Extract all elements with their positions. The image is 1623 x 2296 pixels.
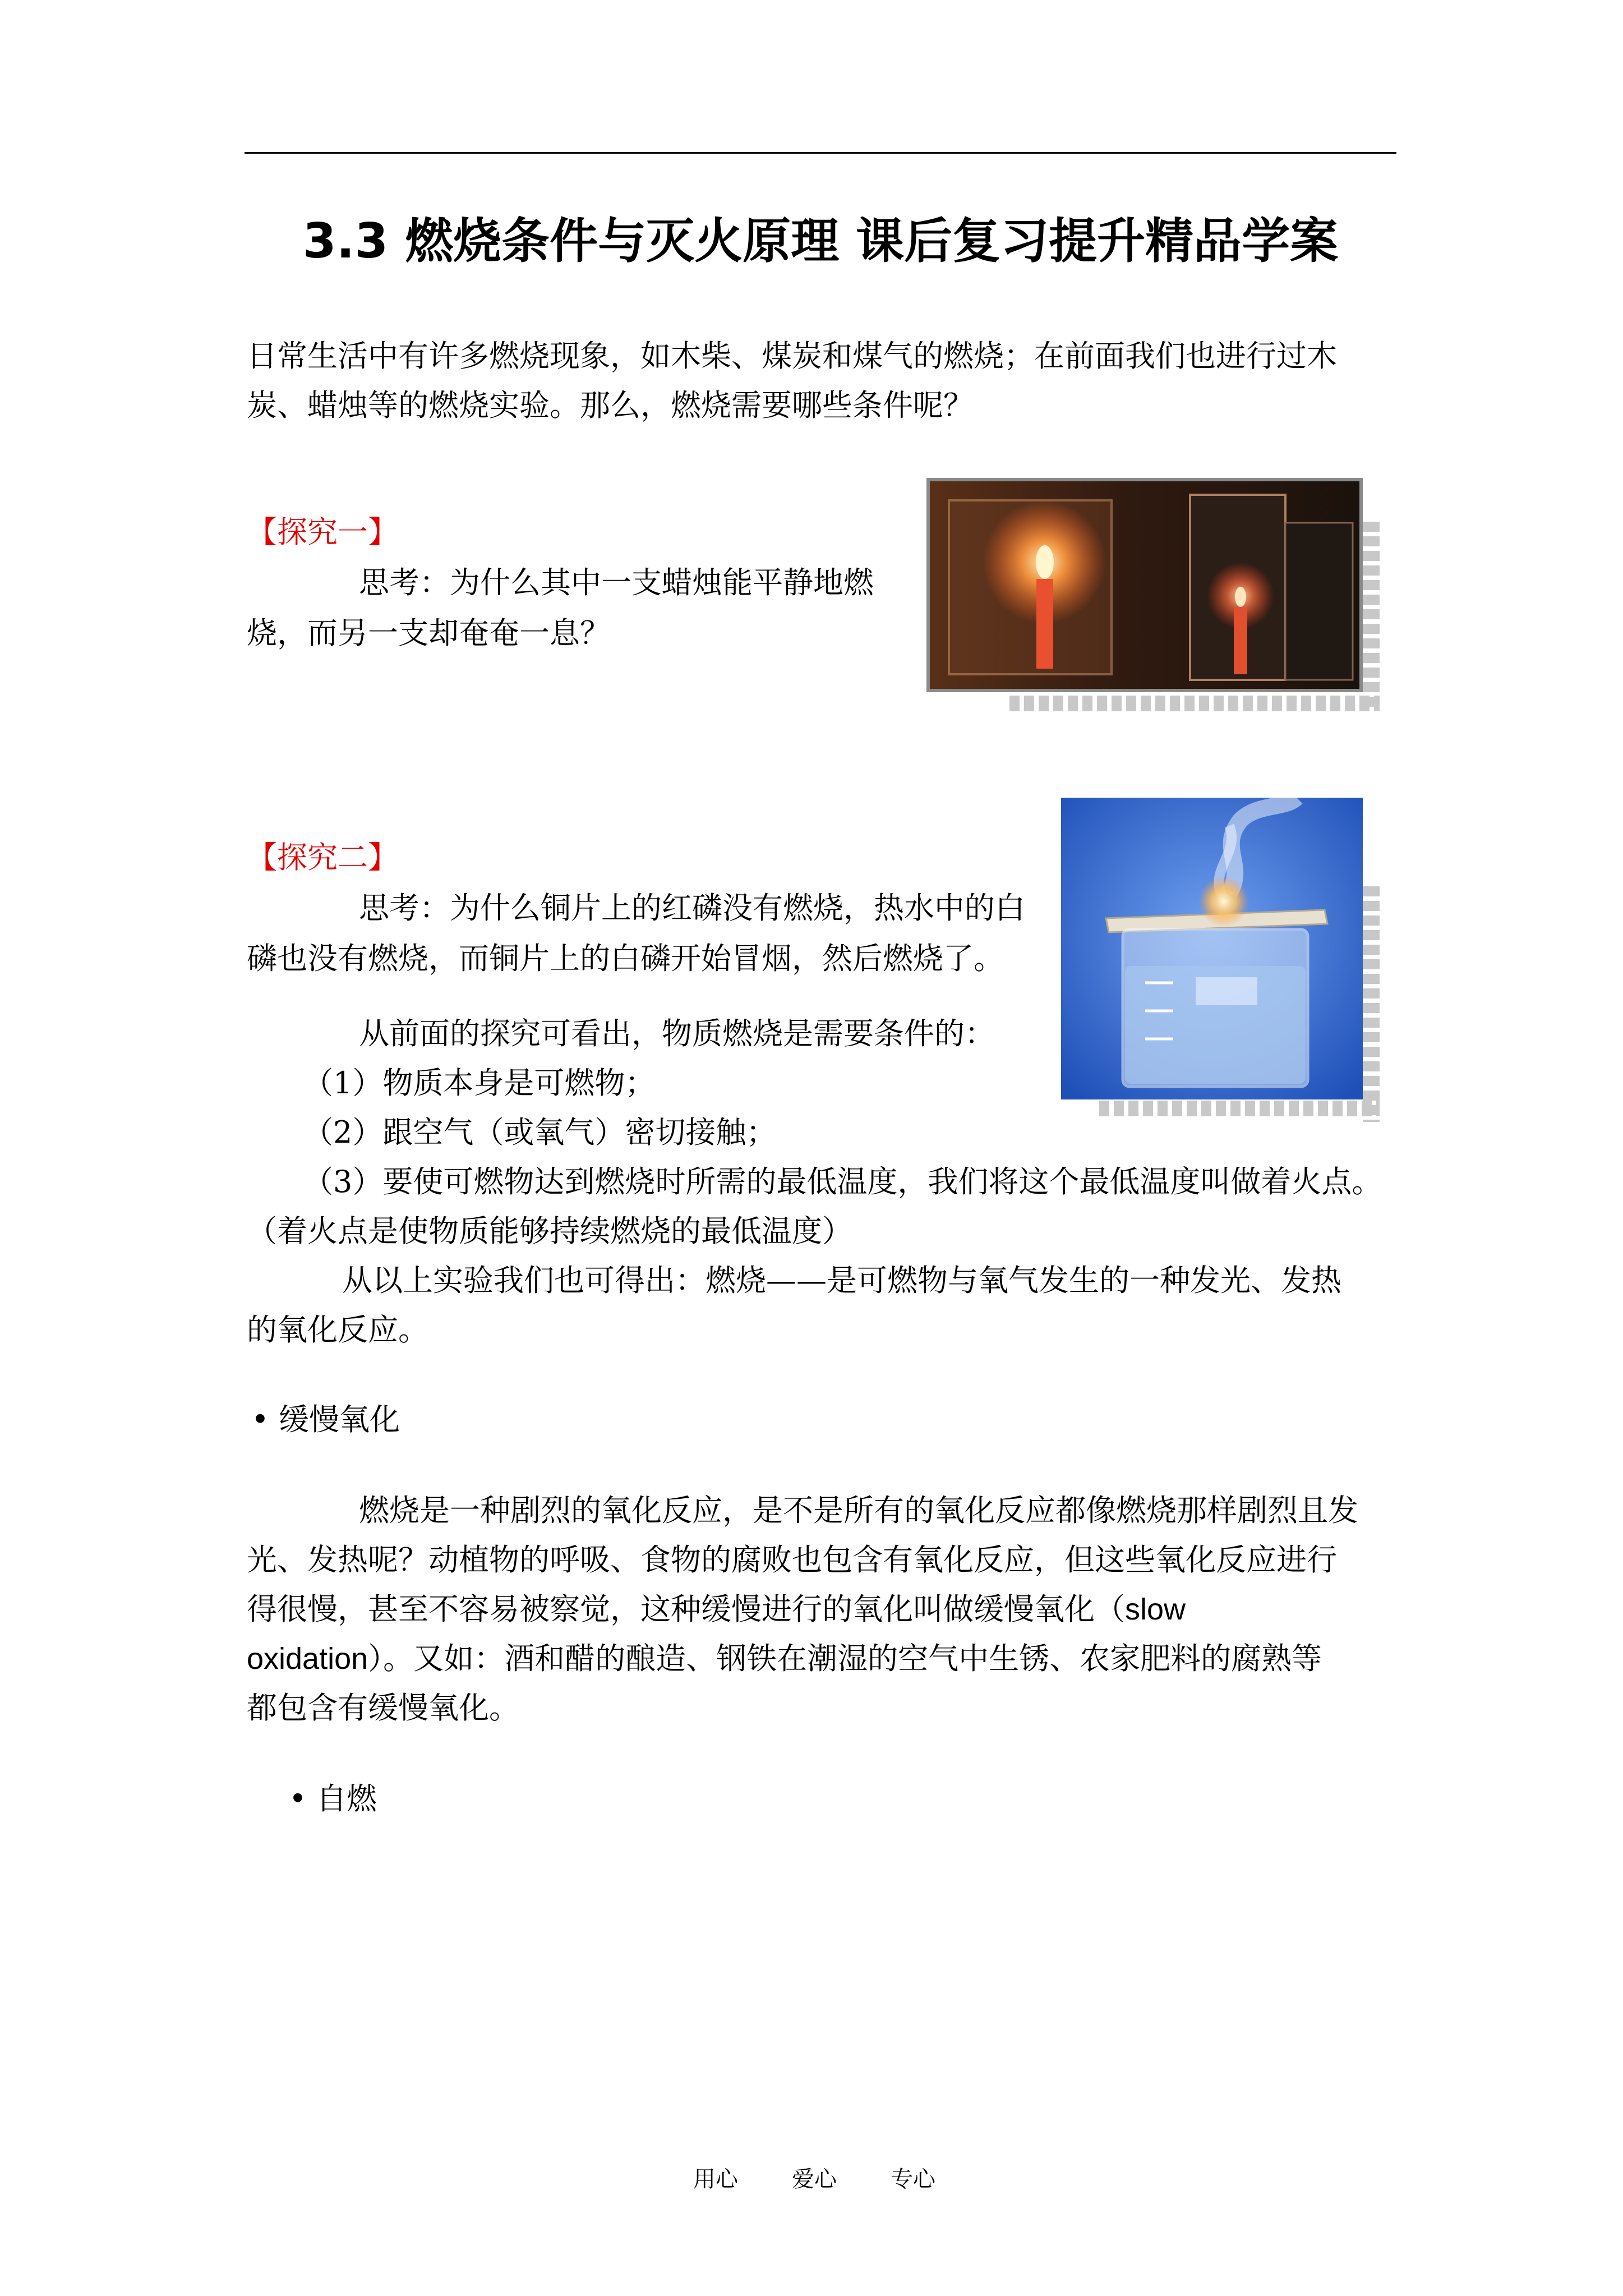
slow-oxidation-line-2: 光、发热呢？动植物的呼吸、食物的腐败也包含有氧化反应，但这些氧化反应进行	[247, 1542, 1337, 1577]
header-rule	[245, 152, 1396, 154]
conditions-intro: 从前面的探究可看出，物质燃烧是需要条件的：	[359, 1016, 995, 1051]
slow-oxidation-heading: • 缓慢氧化	[251, 1402, 400, 1437]
photo-1-shadow-right	[1363, 522, 1380, 707]
photo-2-shadow-bottom	[1099, 1101, 1380, 1116]
slow-oxidation-line-4: oxidation）。又如：酒和醋的酿造、钢铁在潮湿的空气中生锈、农家肥料的腐熟等	[247, 1641, 1322, 1676]
spontaneous-combustion-heading: • 自燃	[289, 1781, 377, 1816]
intro-line-2: 炭、蜡烛等的燃烧实验。那么，燃烧需要哪些条件呢？	[247, 388, 974, 423]
explore-2-line-2: 磷也没有燃烧，而铜片上的白磷开始冒烟，然后燃烧了。	[247, 941, 1004, 976]
intro-line-1: 日常生活中有许多燃烧现象，如木柴、煤炭和煤气的燃烧；在前面我们也进行过木	[247, 338, 1337, 374]
explore-1-heading: 【探究一】	[247, 514, 398, 550]
slow-oxidation-line-3: 得很慢，甚至不容易被察觉，这种缓慢进行的氧化叫做缓慢氧化（slow	[247, 1591, 1186, 1627]
combustion-definition-line-1: 从以上实验我们也可得出：燃烧——是可燃物与氧气发生的一种发光、发热	[342, 1263, 1341, 1298]
ignition-point-note: （着火点是使物质能够持续燃烧的最低温度）	[247, 1213, 852, 1249]
condition-1: （1）物质本身是可燃物；	[303, 1065, 656, 1101]
photo-1-shadow-bottom	[1009, 696, 1380, 711]
footer-item-2: 爱心	[792, 2166, 837, 2192]
condition-3: （3）要使可燃物达到燃烧时所需的最低温度，我们将这个最低温度叫做着火点。	[303, 1164, 1382, 1199]
combustion-definition-line-2: 的氧化反应。	[247, 1312, 428, 1347]
footer-item-1: 用心	[693, 2166, 738, 2192]
page-title: 3.3 燃烧条件与灭火原理 课后复习提升精品学案	[302, 213, 1339, 269]
candle-experiment-photo	[926, 478, 1363, 692]
condition-2: （2）跟空气（或氧气）密切接触；	[303, 1115, 777, 1150]
phosphorus-experiment-photo	[1061, 798, 1363, 1099]
slow-oxidation-line-1: 燃烧是一种剧烈的氧化反应，是不是所有的氧化反应都像燃烧那样剧烈且发	[359, 1493, 1358, 1528]
slow-oxidation-line-5: 都包含有缓慢氧化。	[247, 1690, 519, 1726]
explore-2-line-1: 思考：为什么铜片上的红磷没有燃烧，热水中的白	[359, 890, 1025, 926]
photo-2-shadow-right	[1363, 886, 1380, 1122]
explore-2-heading: 【探究二】	[247, 840, 398, 875]
explore-1-line-2: 烧，而另一支却奄奄一息？	[247, 615, 610, 651]
explore-1-line-1: 思考：为什么其中一支蜡烛能平静地燃	[359, 565, 874, 600]
footer-item-3: 专心	[891, 2166, 935, 2192]
